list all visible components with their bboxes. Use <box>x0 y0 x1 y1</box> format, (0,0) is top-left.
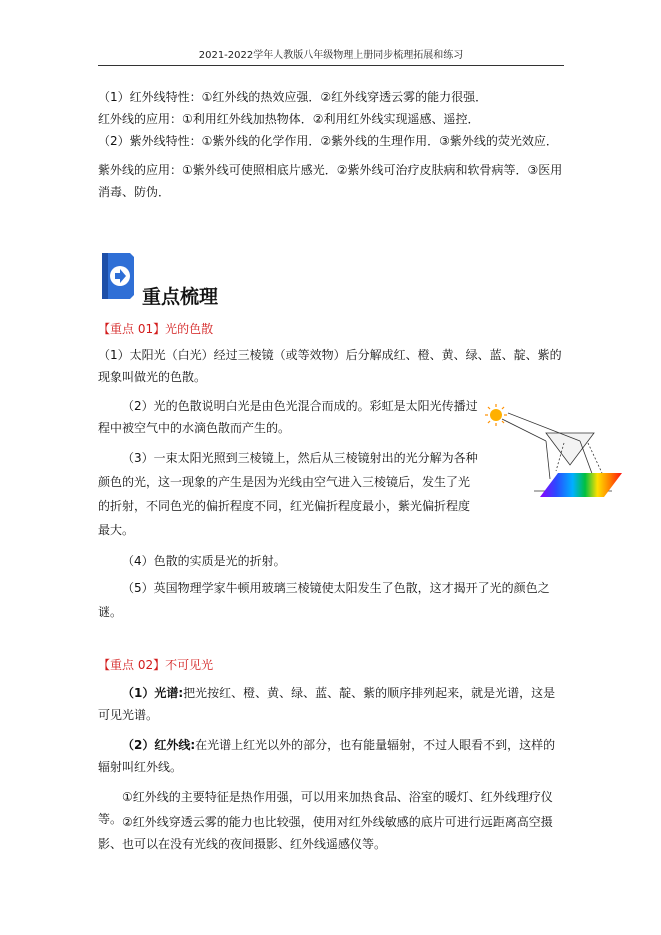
intro-line-2: 红外线的应用：①利用红外线加热物体．②利用红外线实现遥感、遥控． <box>98 112 480 126</box>
point-01-para-2: （2）光的色散说明白光是由色光混合而成的。彩虹是太阳光传播过程中被空气中的水滴色散而产生的。 <box>98 399 478 435</box>
point-02-infrared <box>98 734 566 778</box>
point-01-para-5: （5）英国物理学家牛顿用玻璃三棱镜使太阳发生了色散，这才揭开了光的颜色之谜。 <box>98 581 550 619</box>
intro-line-3: （2）紫外线特性：①紫外线的化学作用．②紫外线的生理作用．③紫外线的荧光效应． <box>98 134 558 148</box>
infrared-label: （2）红外线: <box>122 738 196 752</box>
infrared-text: 在光谱上红光以外的部分，也有能量辐射，不过人眼看不到，这样的辐射叫红外线。 <box>98 738 556 774</box>
sun-icon <box>485 404 507 426</box>
infrared-feature-2: ②红外线穿透云雾的能力也比较强，使用对红外线敏感的底片可进行远距离高空摄影、也可以在没有光线的夜间摄影、红外线遥感仪等。 <box>98 815 553 851</box>
infrared-feature-1: ①红外线的主要特征是热作用强，可以用来加热食品、浴室的暖灯、红外线理疗仪等。 <box>98 790 553 826</box>
point-01-para-3: （3）一束太阳光照到三棱镜上，然后从三棱镜射出的光分解为各种颜色的光，这一现象的产生是因为光线由空气进入三棱镜后，发生了光的折射，不同色光的偏折程度不同，红光偏折程度最小，紫光偏折程度最大。 <box>98 451 478 537</box>
arrow-right-circle-icon <box>100 251 136 301</box>
point-01-para-4: （4）色散的实质是光的折射。 <box>122 554 286 568</box>
point-02-spectrum <box>98 682 566 726</box>
intro-line-1: （1）红外线特性：①红外线的热效应强．②红外线穿透云雾的能力很强． <box>98 90 488 104</box>
point-01-heading: 【重点 01】光的色散 <box>98 322 214 336</box>
section-title: 重点梳理 <box>142 286 219 308</box>
spectrum-label: （1）光谱: <box>122 686 184 700</box>
prism-dispersion-figure <box>484 403 624 503</box>
intro-line-4: 紫外线的应用：①紫外线可使照相底片感光．②紫外线可治疗皮肤病和软骨病等．③医用消毒、防伪． <box>98 163 563 199</box>
spectrum-text: 把光按红、橙、黄、绿、蓝、靛、紫的顺序排列起来，就是光谱，这是可见光谱。 <box>98 686 556 722</box>
point-02-heading: 【重点 02】不可见光 <box>98 658 214 672</box>
page-header: 2021-2022学年人教版八年级物理上册同步梳理拓展和练习 <box>98 46 564 66</box>
point-01-para-1: （1）太阳光（白光）经过三棱镜（或等效物）后分解成红、橙、黄、绿、蓝、靛、紫的现象叫做光的色散。 <box>98 348 562 384</box>
